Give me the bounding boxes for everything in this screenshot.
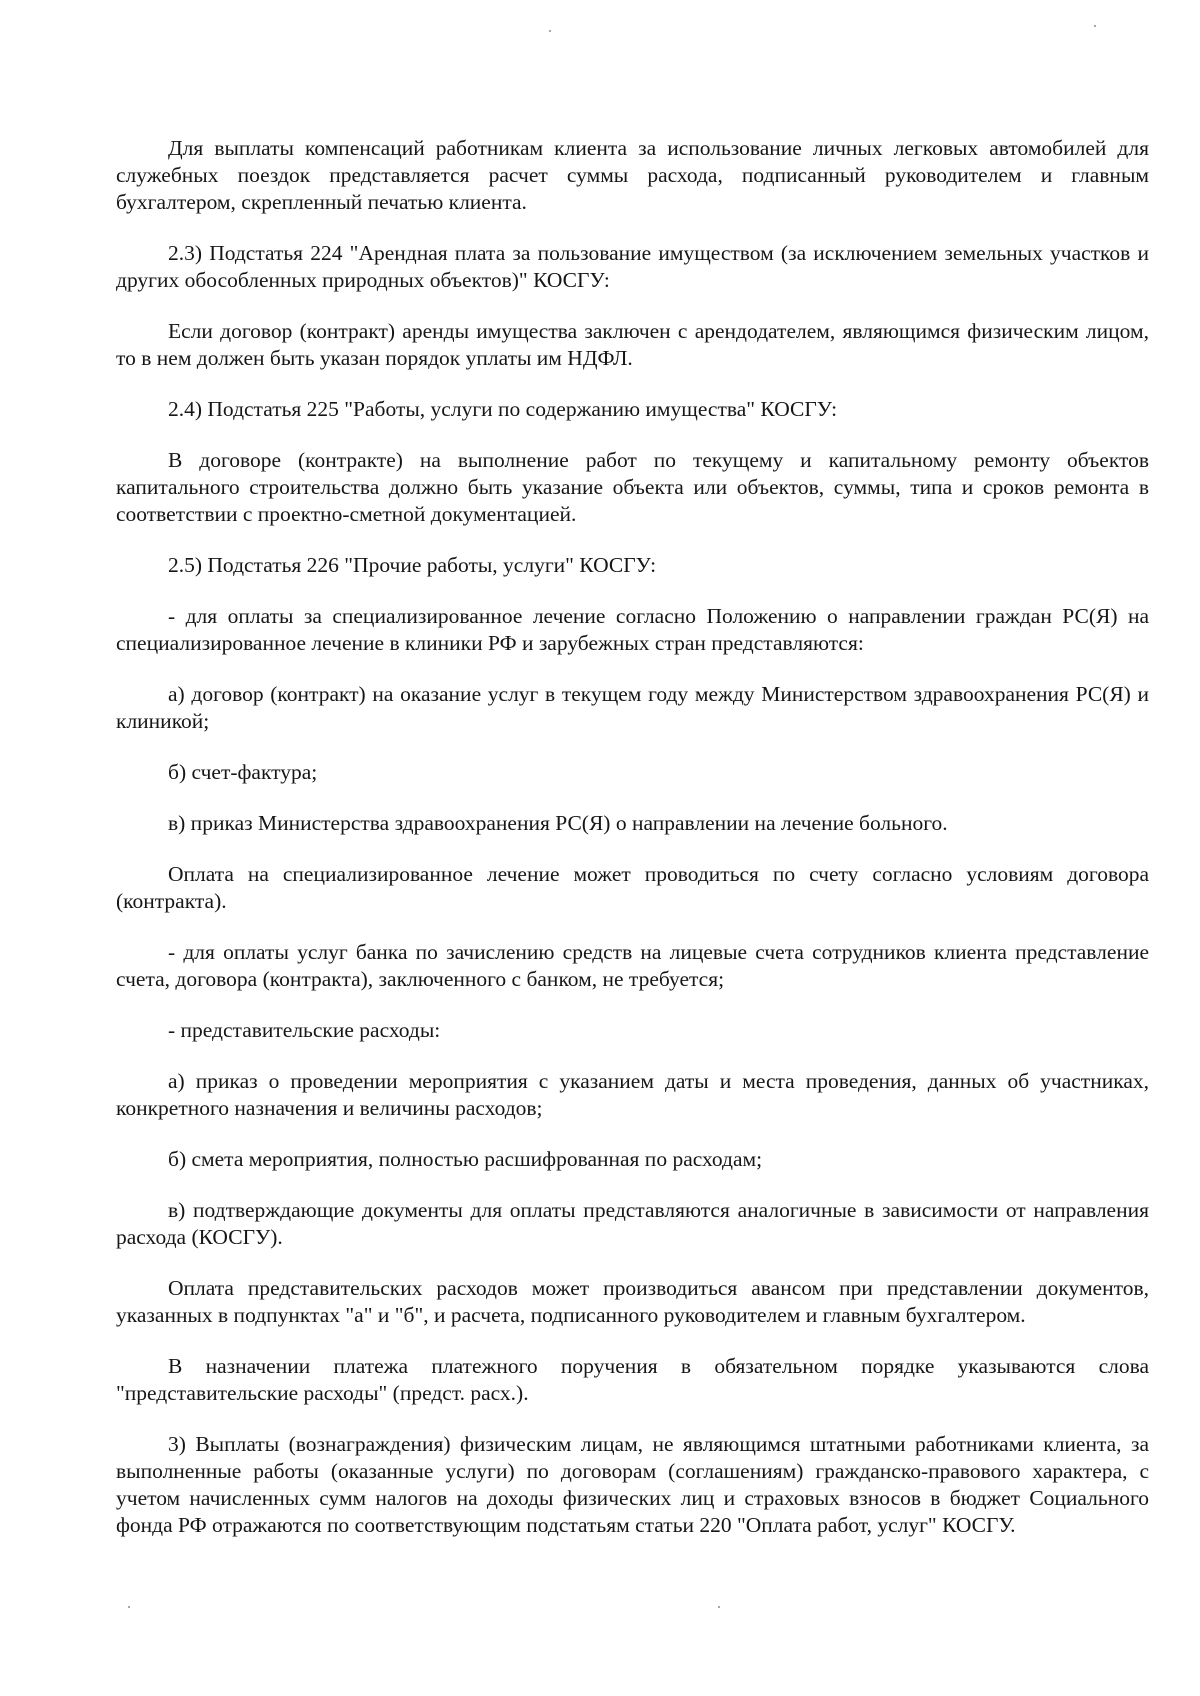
paragraph: Оплата представительских расходов может производиться авансом при представлении документов, указанных в подпунктах "а" и "б", и расчета, подписанного руководителем и главным бухгалтером.	[116, 1276, 1149, 1327]
paragraph: 3) Выплаты (вознаграждения) физическим лицам, не являющимся штатными работниками клиента, за выполненные работы (оказанные услуги) по договорам (соглашениям) гражданско-правового характера, с учетом начисленных сумм налогов на доходы физических лиц и страховых взносов в бюджет Социального фонда РФ отражаются по соответствующим подстатьям статьи 220 "Оплата работ, услуг" КОСГУ.	[116, 1432, 1149, 1537]
paragraph: 2.3) Подстатья 224 "Арендная плата за пользование имуществом (за исключением земельных участков и других обособленных природных объектов)" КОСГУ:	[116, 241, 1149, 292]
paragraph: В договоре (контракте) на выполнение работ по текущему и капитальному ремонту объектов капитального строительства должно быть указание объекта или объектов, суммы, типа и сроков ремонта в соответствии с проектно-сметной документацией.	[116, 448, 1149, 526]
scan-speck	[549, 30, 551, 32]
paragraph: в) приказ Министерства здравоохранения РС(Я) о направлении на лечение больного.	[168, 811, 948, 835]
paragraph: б) смета мероприятия, полностью расшифрованная по расходам;	[168, 1147, 763, 1171]
document-body	[116, 135, 1149, 1563]
paragraph: Оплата на специализированное лечение может проводиться по счету согласно условиям договора (контракта).	[116, 862, 1149, 913]
paragraph: Для выплаты компенсаций работникам клиента за использование личных легковых автомобилей для служебных поездок представляется расчет суммы расхода, подписанный руководителем и главным бухгалтером, скрепленный печатью клиента.	[116, 136, 1149, 214]
paragraph: - для оплаты за специализированное лечение согласно Положению о направлении граждан РС(Я) на специализированное лечение в клиники РФ и зарубежных стран представляются:	[116, 604, 1149, 655]
scan-speck	[128, 1606, 130, 1608]
paragraph: - представительские расходы:	[168, 1018, 441, 1042]
paragraph: в) подтверждающие документы для оплаты представляются аналогичные в зависимости от направления расхода (КОСГУ).	[116, 1198, 1149, 1249]
scan-speck	[718, 1606, 720, 1608]
paragraph: Если договор (контракт) аренды имущества заключен с арендодателем, являющимся физическим лицом, то в нем должен быть указан порядок уплаты им НДФЛ.	[116, 319, 1149, 370]
paragraph: а) договор (контракт) на оказание услуг в текущем году между Министерством здравоохранения РС(Я) и клиникой;	[116, 682, 1149, 733]
paragraph: 2.4) Подстатья 225 "Работы, услуги по содержанию имущества" КОСГУ:	[168, 397, 838, 421]
paragraph: 2.5) Подстатья 226 "Прочие работы, услуги" КОСГУ:	[168, 553, 657, 577]
paragraph: а) приказ о проведении мероприятия с указанием даты и места проведения, данных об участниках, конкретного назначения и величины расходов;	[116, 1069, 1149, 1120]
paragraph: б) счет-фактура;	[168, 760, 318, 784]
paragraph: - для оплаты услуг банка по зачислению средств на лицевые счета сотрудников клиента представление счета, договора (контракта), заключенного с банком, не требуется;	[116, 940, 1149, 991]
scan-speck	[1094, 25, 1096, 27]
paragraph: В назначении платежа платежного поручения в обязательном порядке указываются слова "представительские расходы" (предст. расх.).	[116, 1354, 1149, 1405]
